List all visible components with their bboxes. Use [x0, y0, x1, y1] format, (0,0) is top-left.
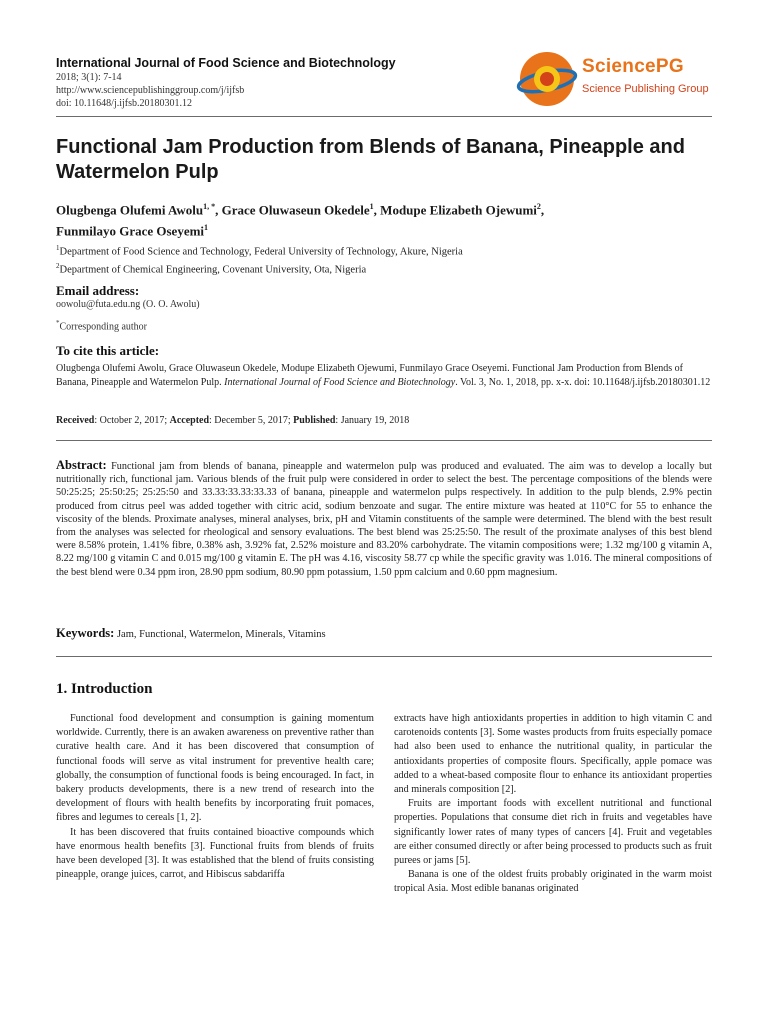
- citation-text: Olugbenga Olufemi Awolu, Grace Oluwaseun Okedele, Modupe Elizabeth Ojewumi, Funmilayo Grace Oseyemi. Functional Jam Production from Blends of Banana, Pineapple and Watermelon Pulp.: [56, 363, 683, 388]
- abstract-top-divider: [56, 440, 712, 441]
- introduction-left-column: [56, 712, 374, 882]
- email-heading: Email address:: [56, 283, 140, 298]
- sciencepg-logo: [512, 48, 712, 108]
- author-name: Modupe Elizabeth Ojewumi: [380, 202, 537, 218]
- author-name: Olugbenga Olufemi Awolu: [56, 202, 204, 218]
- abstract: [56, 459, 712, 579]
- paragraph: Functional food development and consumption is gaining momentum worldwide. Currently, there is an awaken awareness on preventive rather than curative health care. And it has been discovered that consumption of functional foods will serve as vital instrument for preventive health care; globally, the consumption of functional foods is being encouraged. In fact, in bakery products developments, there is a new trend of research into the development of flours with health benefits by incorporating fruit pomaces, fibres and legumes to cereals [1, 2].: [56, 713, 374, 824]
- keywords-text: Jam, Functional, Watermelon, Minerals, Vitamins: [116, 629, 326, 640]
- email-address[interactable]: oowolu@futa.edu.ng (O. O. Awolu): [56, 299, 200, 310]
- published-label: Published: [293, 415, 336, 426]
- corresponding-author-note: [56, 319, 147, 332]
- affiliation: [56, 244, 463, 258]
- abstract-label: Abstract:: [56, 458, 107, 472]
- citation: [56, 362, 716, 390]
- author-affiliation-marker: 1: [204, 223, 209, 233]
- publication-dates: [56, 415, 409, 426]
- paragraph-continued: extracts have high antioxidants properties in addition to high vitamin C and carotenoids contents [3]. Some wastes products from fruits especially pomace had also been used to enhance the nutritional quality, in particular the antioxidants properties of composite flours. Specifically, apple pomace was added to a wheat-based composite flour to enhance its antioxidant properties and minerals composition [2].: [394, 713, 712, 796]
- author-list: Olugbenga Olufemi Awolu$^{1, *}$, Grace Oluwaseun Okedele$^1$, Modupe Elizabeth Ojewumi$^2$, Funmilayo Grace Oseyemi$^1$: [56, 202, 545, 239]
- affiliation-marker: 2: [56, 262, 60, 270]
- logo-name: SciencePG: [582, 56, 684, 77]
- introduction-heading: 1. Introduction: [56, 681, 153, 697]
- abstract-bottom-divider: [56, 656, 712, 657]
- received-label: Received: [56, 415, 95, 426]
- paragraph: Fruits are important foods with excellent nutritional and functional properties. Populations that consume diet rich in fruits and vegetables have significantly lower rates of many types of cancers [4]. Fruit and vegetables are either consumed directly or after being processed to products such as fruit purees or jams [5].: [394, 798, 712, 867]
- affiliation-marker: 1: [56, 244, 60, 252]
- article-doi[interactable]: doi: 10.11648/j.ijfsb.20180301.12: [56, 98, 193, 109]
- keywords: [56, 626, 712, 641]
- journal-name: International Journal of Food Science and Biotechnology: [56, 56, 396, 70]
- corresponding-text: Corresponding author: [59, 321, 147, 333]
- journal-url[interactable]: http://www.sciencepublishinggroup.com/j/ijfsb: [56, 85, 245, 96]
- accepted-label: Accepted: [169, 415, 210, 426]
- author-affiliation-marker: 1: [369, 202, 374, 211]
- accepted-date: : December 5, 2017;: [209, 415, 294, 426]
- published-date: : January 19, 2018: [335, 415, 410, 426]
- affiliation-text: Department of Chemical Engineering, Covenant University, Ota, Nigeria: [59, 264, 367, 276]
- corresponding-marker: *: [56, 319, 60, 327]
- affiliation: [56, 262, 366, 276]
- header-divider: [56, 116, 712, 117]
- citation-tail: . Vol. 3, No. 1, 2018, pp. x-x. doi: 10.11648/j.ijfsb.20180301.12: [455, 377, 711, 388]
- introduction-right-column: [394, 712, 712, 897]
- article-title: Functional Jam Production from Blends of Banana, Pineapple and Watermelon Pulp: [56, 136, 685, 183]
- cite-heading: To cite this article:: [56, 343, 160, 358]
- affiliation-text: Department of Food Science and Technology, Federal University of Technology, Akure, Nigeria: [59, 246, 463, 258]
- author-name: Funmilayo Grace Oseyemi: [56, 223, 205, 239]
- author-name: Grace Oluwaseun Okedele: [221, 202, 370, 218]
- paragraph: It has been discovered that fruits contained bioactive compounds which have enormous health benefits [3]. Functional fruits from blends of fruits have been developed [3]. It was established that the blend of fruits consisting pineapple, orange juices, carrot, and Hibiscus sabdariffa: [56, 826, 374, 881]
- paragraph: Banana is one of the oldest fruits probably originated in the warm moist tropical Asia. Most edible bananas originated: [394, 869, 712, 895]
- abstract-text: Functional jam from blends of banana, pineapple and watermelon pulp was produced and evaluated. The aim was to develop a locally but nutritionally rich, functional jam. Various blends of the fruit pulp were considered in order to select the best. The percentage compositions of the blends were 50:25:25; 25:50:25; 25:25:50 and 33.33:33.33:33.33 of banana, pineapple and watermelon pulps respectively. In addition to the pulp blends, 2.9% pectin produced from citrus peel was added together with citric acid, sodium benzoate and sugar. The entire mixture was heated at 110°C for 55 to enhance the viscosity of the blends. Proximate analyses, mineral analyses, brix, pH and Vitamin constituents of the sample were determined. The blend with the best result from the analyses was selected for rheological and sensory evaluations. The best blend was 25:25:50. The result of the proximate analyses of this best blend were 8.58% protein, 1.41% fibre, 0.38% ash, 3.92% fat, 2.52% moisture and 83.20% carbohydrate. The vitamin compositions were; 1.32 mg/100 g vitamin A, 8.22 mg/100 g vitamin C and 0.015 mg/100 g vitamin E. The pH was 4.16, viscosity 58.77 cp while the specific gravity was 1.016. The mineral compositions of the best blend were 0.34 ppm iron, 28.90 ppm sodium, 80.90 ppm potassium, 1.50 ppm calcium and 0.60 ppm magnesium.: [56, 461, 713, 578]
- author-affiliation-marker: 2: [536, 202, 541, 211]
- author-affiliation-marker: 1, *: [203, 202, 216, 211]
- citation-journal: International Journal of Food Science and Biotechnology: [224, 377, 456, 388]
- keywords-label: Keywords:: [56, 626, 115, 640]
- sciencepg-logo-icon: [516, 48, 578, 110]
- received-date: : October 2, 2017;: [94, 415, 170, 426]
- journal-issue: 2018; 3(1): 7-14: [56, 72, 122, 83]
- logo-subtitle: Science Publishing Group: [582, 83, 709, 95]
